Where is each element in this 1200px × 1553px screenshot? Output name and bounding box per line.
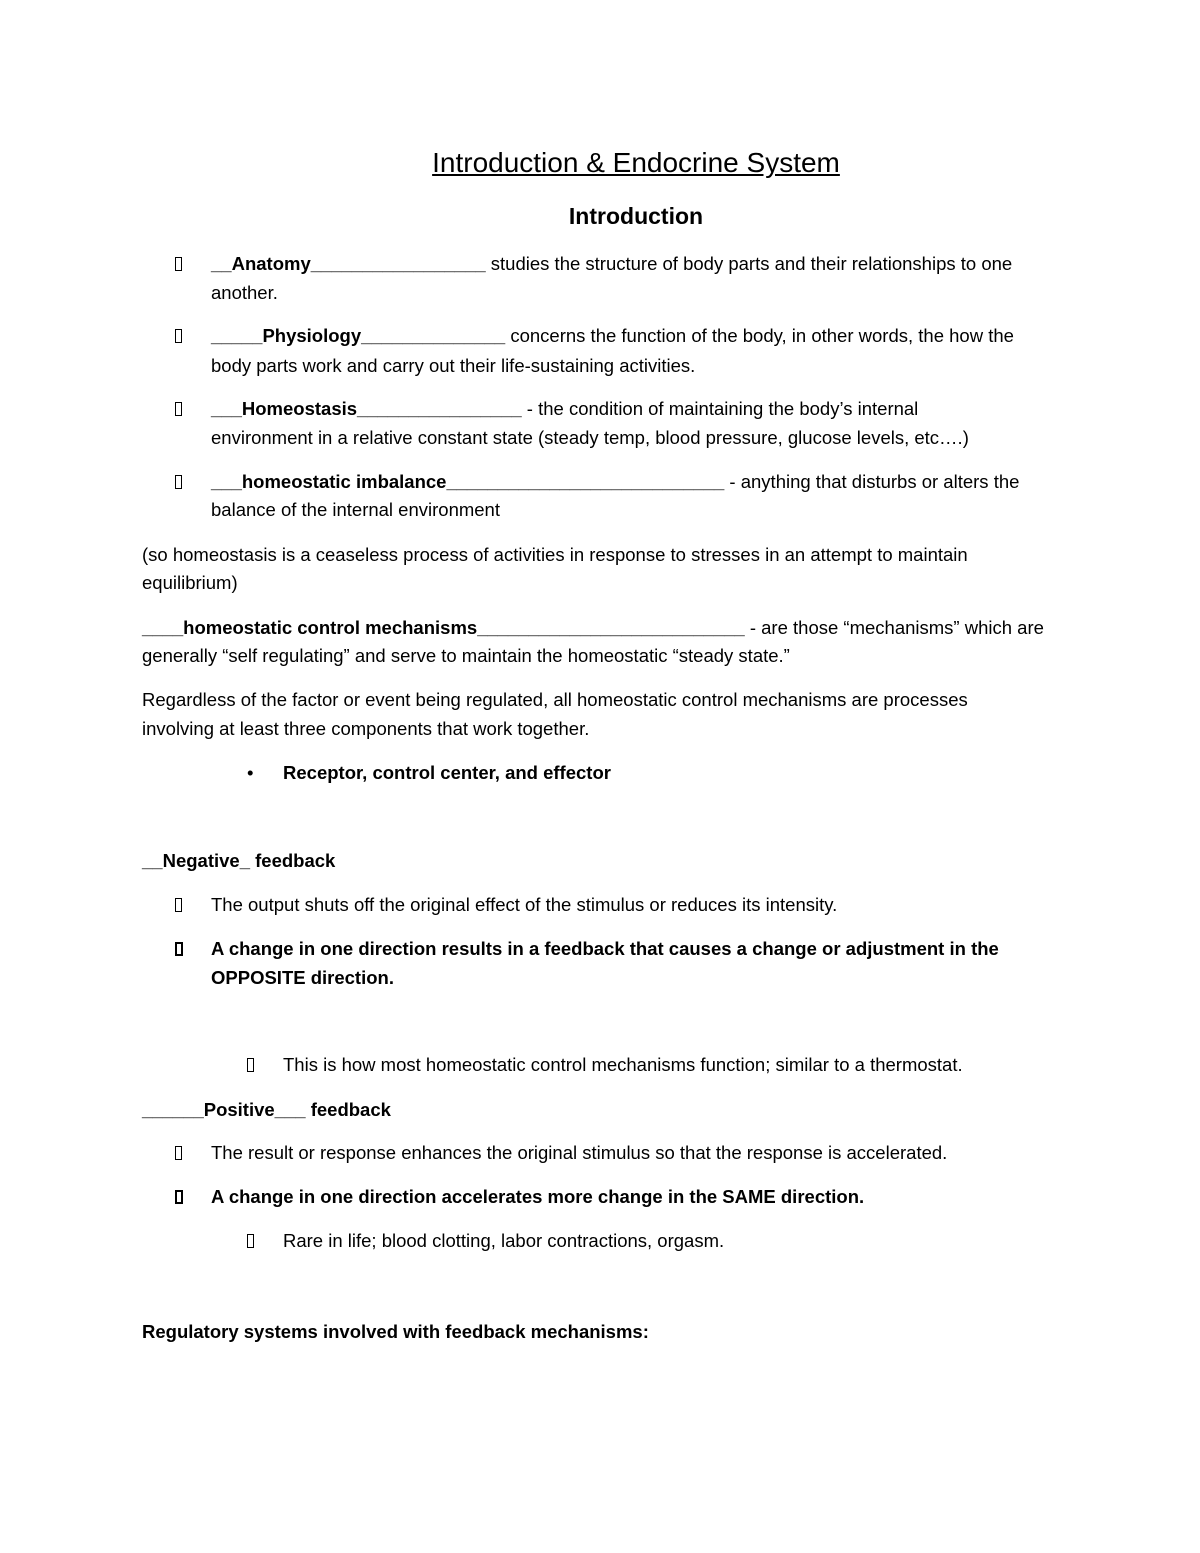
blank: ______ (142, 1099, 204, 1120)
bullet-glyph-icon (175, 942, 183, 956)
def-control-mechanisms (142, 616, 1044, 640)
definition-text: studies the structure of body parts and their relationships to one (485, 253, 1013, 274)
bullet-glyph-icon (175, 898, 182, 912)
section-heading: Introduction (568, 203, 704, 229)
blank: __ (142, 850, 163, 871)
paragraph: Regardless of the factor or event being regulated, all homeostatic control mechanisms are processes (142, 689, 968, 710)
term: Positive___ (203, 1099, 306, 1120)
negative-point: The output shuts off the original effect of the stimulus or reduces its intensity. (211, 894, 838, 915)
bullet-glyph-icon (175, 1146, 182, 1160)
definition-continuation: environment in a relative constant state (steady temp, blood pressure, glucose levels, etc….) (211, 427, 969, 448)
document-title: Introduction & Endocrine System (432, 147, 840, 178)
bullet-glyph-icon (247, 1058, 254, 1072)
term: Physiology (262, 325, 362, 346)
definition-continuation: body parts work and carry out their life-sustaining activities. (211, 355, 696, 376)
definition-text: - anything that disturbs or alters the (724, 471, 1020, 492)
positive-point: The result or response enhances the original stimulus so that the response is accelerated. (211, 1142, 948, 1163)
blank: __ (211, 253, 232, 274)
blank: _____ (211, 325, 263, 346)
bullet-glyph-icon (175, 402, 182, 416)
definition-text: - the condition of maintaining the body’s internal (521, 398, 919, 419)
bullet-glyph-icon (175, 475, 182, 489)
negative-point-bold: A change in one direction results in a feedback that causes a change or adjustment in the (211, 938, 999, 959)
definition-text: concerns the function of the body, in other words, the how the (505, 325, 1014, 346)
components-list: Receptor, control center, and effector (283, 762, 611, 783)
blank: ___________________________ (446, 471, 725, 492)
homeostasis-note: (so homeostasis is a ceaseless process of activities in response to stresses in an attempt to maintain (142, 544, 968, 565)
heading-suffix: feedback (249, 850, 336, 871)
def-physiology (211, 324, 1014, 348)
bullet-glyph-icon (175, 329, 182, 343)
heading-suffix: feedback (305, 1099, 391, 1120)
regulatory-heading: Regulatory systems involved with feedback mechanisms: (142, 1321, 649, 1342)
negative-feedback-heading (142, 849, 335, 873)
bullet-glyph-icon (247, 1234, 254, 1248)
term: Homeostasis (241, 398, 358, 419)
blank: _________________ (310, 253, 486, 274)
negative-subpoint: This is how most homeostatic control mechanisms function; similar to a thermostat. (283, 1054, 963, 1075)
negative-point-bold-continuation: OPPOSITE direction. (211, 967, 394, 988)
bullet-glyph-icon (175, 1190, 183, 1204)
blank: ___ (211, 398, 242, 419)
paragraph-continuation: involving at least three components that work together. (142, 718, 590, 739)
blank: ____ (142, 617, 184, 638)
term: homeostatic imbalance (241, 471, 447, 492)
bullet-glyph-icon (175, 257, 182, 271)
positive-feedback-heading (142, 1098, 391, 1122)
term: homeostatic control mechanisms (183, 617, 478, 638)
def-anatomy (211, 252, 1012, 276)
term: Negative_ (162, 850, 250, 871)
def-homeostatic-imbalance (211, 470, 1019, 494)
def-homeostasis (211, 397, 918, 421)
definition-continuation: generally “self regulating” and serve to maintain the homeostatic “steady state.” (142, 645, 790, 666)
term: Anatomy (231, 253, 311, 274)
definition-continuation: balance of the internal environment (211, 499, 500, 520)
blank: ___ (211, 471, 242, 492)
definition-text: - are those “mechanisms” which are (744, 617, 1044, 638)
positive-subpoint: Rare in life; blood clotting, labor contractions, orgasm. (283, 1230, 725, 1251)
blank: ______________ (361, 325, 506, 346)
positive-point-bold: A change in one direction accelerates more change in the SAME direction. (211, 1186, 865, 1207)
blank: ________________ (357, 398, 522, 419)
definition-continuation: another. (211, 282, 278, 303)
bullet-icon: • (247, 762, 254, 783)
blank: __________________________ (477, 617, 745, 638)
homeostasis-note-continuation: equilibrium) (142, 572, 238, 593)
